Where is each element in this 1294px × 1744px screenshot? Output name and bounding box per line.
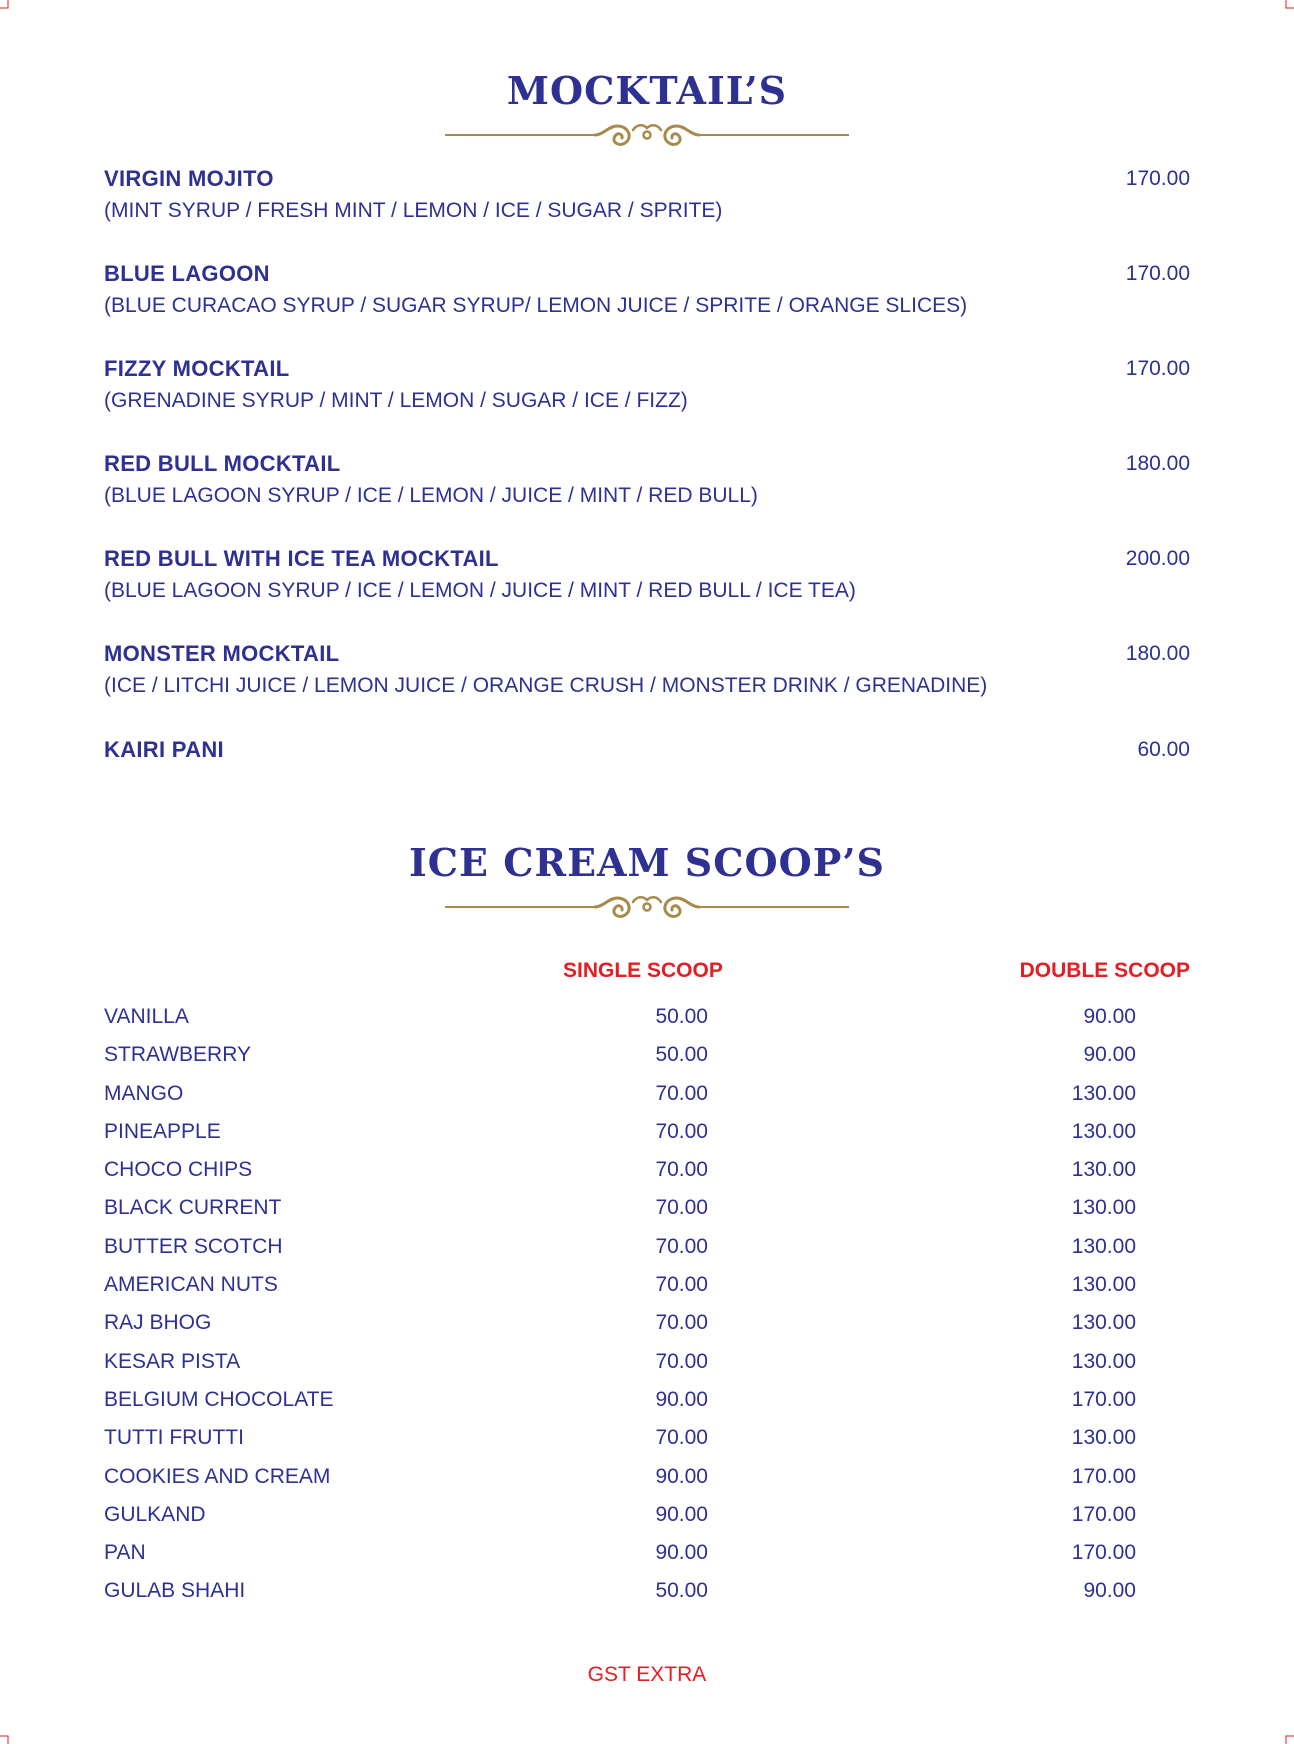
flavor-name: TUTTI FRUTTI (104, 1426, 244, 1450)
table-row (104, 1041, 1190, 1079)
single-scoop-price: 70.00 (655, 1273, 708, 1297)
menu-item (104, 260, 1190, 320)
double-scoop-price: 170.00 (1071, 1464, 1136, 1488)
item-price: 180.00 (1125, 642, 1190, 665)
item-price: 170.00 (1125, 262, 1190, 285)
table-row (104, 1233, 1190, 1271)
single-scoop-price: 90.00 (655, 1387, 708, 1411)
table-row (104, 1080, 1190, 1118)
double-scoop-price: 130.00 (1071, 1158, 1136, 1182)
gst-note: GST EXTRA (587, 1663, 707, 1686)
menu-item (104, 355, 1190, 415)
double-scoop-price: 130.00 (1071, 1426, 1136, 1450)
menu-item (104, 545, 1190, 605)
single-scoop-price: 50.00 (655, 1005, 708, 1028)
menu-item (104, 736, 1190, 764)
crop-mark-icon (0, 0, 10, 10)
menu-item (104, 450, 1190, 510)
item-price: 60.00 (1137, 738, 1190, 761)
item-description: (ICE / LITCHI JUICE / LEMON JUICE / ORANGE CRUSH / MONSTER DRINK / GRENADINE) (104, 674, 988, 697)
double-scoop-price: 130.00 (1071, 1196, 1136, 1220)
item-description: (BLUE LAGOON SYRUP / ICE / LEMON / JUICE / MINT / RED BULL) (104, 484, 758, 507)
flavor-name: COOKIES AND CREAM (104, 1464, 331, 1488)
item-name: BLUE LAGOON (104, 261, 270, 286)
table-row (104, 1194, 1190, 1232)
item-name: MONSTER MOCKTAIL (104, 641, 340, 666)
ice-cream-title: ICE CREAM SCOOP’S (409, 840, 885, 885)
crop-mark-icon (0, 1734, 10, 1744)
table-row (104, 1348, 1190, 1386)
double-scoop-price: 170.00 (1071, 1541, 1136, 1565)
scroll-flourish-icon (445, 888, 849, 928)
double-scoop-price: 130.00 (1071, 1119, 1136, 1143)
mocktails-title: MOCKTAIL’S (506, 68, 788, 113)
item-description: (MINT SYRUP / FRESH MINT / LEMON / ICE / SUGAR / SPRITE) (104, 199, 723, 222)
table-row (104, 1156, 1190, 1194)
flavor-name: RAJ BHOG (104, 1311, 212, 1335)
flavor-name: MANGO (104, 1081, 184, 1105)
flavor-name: GULAB SHAHI (104, 1579, 246, 1603)
item-name: VIRGIN MOJITO (104, 166, 274, 191)
double-scoop-price: 130.00 (1071, 1234, 1136, 1258)
flavor-name: PAN (104, 1541, 146, 1565)
item-price: 180.00 (1125, 452, 1190, 475)
double-scoop-price: 90.00 (1083, 1579, 1136, 1603)
flavor-name: STRAWBERRY (104, 1043, 252, 1067)
flavor-name: KESAR PISTA (104, 1349, 241, 1373)
single-scoop-price: 70.00 (655, 1426, 708, 1450)
double-scoop-price: 170.00 (1071, 1502, 1136, 1526)
table-row (104, 1386, 1190, 1424)
flavor-name: BELGIUM CHOCOLATE (104, 1387, 334, 1411)
flavor-name: BLACK CURRENT (104, 1196, 282, 1220)
table-row (104, 1309, 1190, 1347)
item-price: 170.00 (1125, 167, 1190, 190)
menu-item (104, 640, 1190, 700)
item-description: (BLUE LAGOON SYRUP / ICE / LEMON / JUICE / MINT / RED BULL / ICE TEA) (104, 579, 856, 602)
single-scoop-price: 70.00 (655, 1234, 708, 1258)
double-scoop-price: 90.00 (1083, 1043, 1136, 1067)
item-description: (GRENADINE SYRUP / MINT / LEMON / SUGAR / ICE / FIZZ) (104, 389, 688, 412)
flavor-name: AMERICAN NUTS (104, 1273, 278, 1297)
table-row (104, 1003, 1190, 1041)
flavor-name: CHOCO CHIPS (104, 1158, 253, 1182)
single-scoop-price: 90.00 (655, 1502, 708, 1526)
single-scoop-price: 70.00 (655, 1196, 708, 1220)
double-scoop-price: 130.00 (1071, 1311, 1136, 1335)
single-scoop-price: 70.00 (655, 1311, 708, 1335)
single-scoop-price: 50.00 (655, 1579, 708, 1603)
single-scoop-price: 90.00 (655, 1464, 708, 1488)
single-scoop-price: 70.00 (655, 1119, 708, 1143)
scroll-flourish-icon (445, 116, 849, 156)
double-scoop-price: 90.00 (1083, 1005, 1136, 1028)
flavor-name: BUTTER SCOTCH (104, 1234, 283, 1258)
table-row (104, 1539, 1190, 1577)
single-scoop-price: 90.00 (655, 1541, 708, 1565)
table-row (104, 1424, 1190, 1462)
double-scoop-price: 130.00 (1071, 1081, 1136, 1105)
double-scoop-price: 130.00 (1071, 1273, 1136, 1297)
item-description: (BLUE CURACAO SYRUP / SUGAR SYRUP/ LEMON JUICE / SPRITE / ORANGE SLICES) (104, 294, 968, 317)
item-name: KAIRI PANI (104, 737, 224, 762)
table-row (104, 1577, 1190, 1615)
menu-item (104, 165, 1190, 225)
single-scoop-price: 70.00 (655, 1081, 708, 1105)
double-scoop-price: 130.00 (1071, 1349, 1136, 1373)
crop-mark-icon (1284, 0, 1294, 10)
single-scoop-price: 70.00 (655, 1349, 708, 1373)
flavor-name: GULKAND (104, 1502, 206, 1526)
ice-cream-table (104, 1003, 1190, 1616)
table-row (104, 1271, 1190, 1309)
table-row (104, 1463, 1190, 1501)
item-name: RED BULL MOCKTAIL (104, 451, 341, 476)
item-price: 200.00 (1125, 547, 1190, 570)
item-name: RED BULL WITH ICE TEA MOCKTAIL (104, 546, 499, 571)
single-scoop-price: 50.00 (655, 1043, 708, 1067)
crop-mark-icon (1284, 1734, 1294, 1744)
item-name: FIZZY MOCKTAIL (104, 356, 290, 381)
flavor-name: VANILLA (104, 1005, 189, 1028)
double-scoop-header: DOUBLE SCOOP (1019, 959, 1190, 982)
table-row (104, 1118, 1190, 1156)
double-scoop-price: 170.00 (1071, 1387, 1136, 1411)
table-row (104, 1501, 1190, 1539)
single-scoop-price: 70.00 (655, 1158, 708, 1182)
single-scoop-header: SINGLE SCOOP (563, 959, 723, 982)
flavor-name: PINEAPPLE (104, 1119, 221, 1143)
item-price: 170.00 (1125, 357, 1190, 380)
